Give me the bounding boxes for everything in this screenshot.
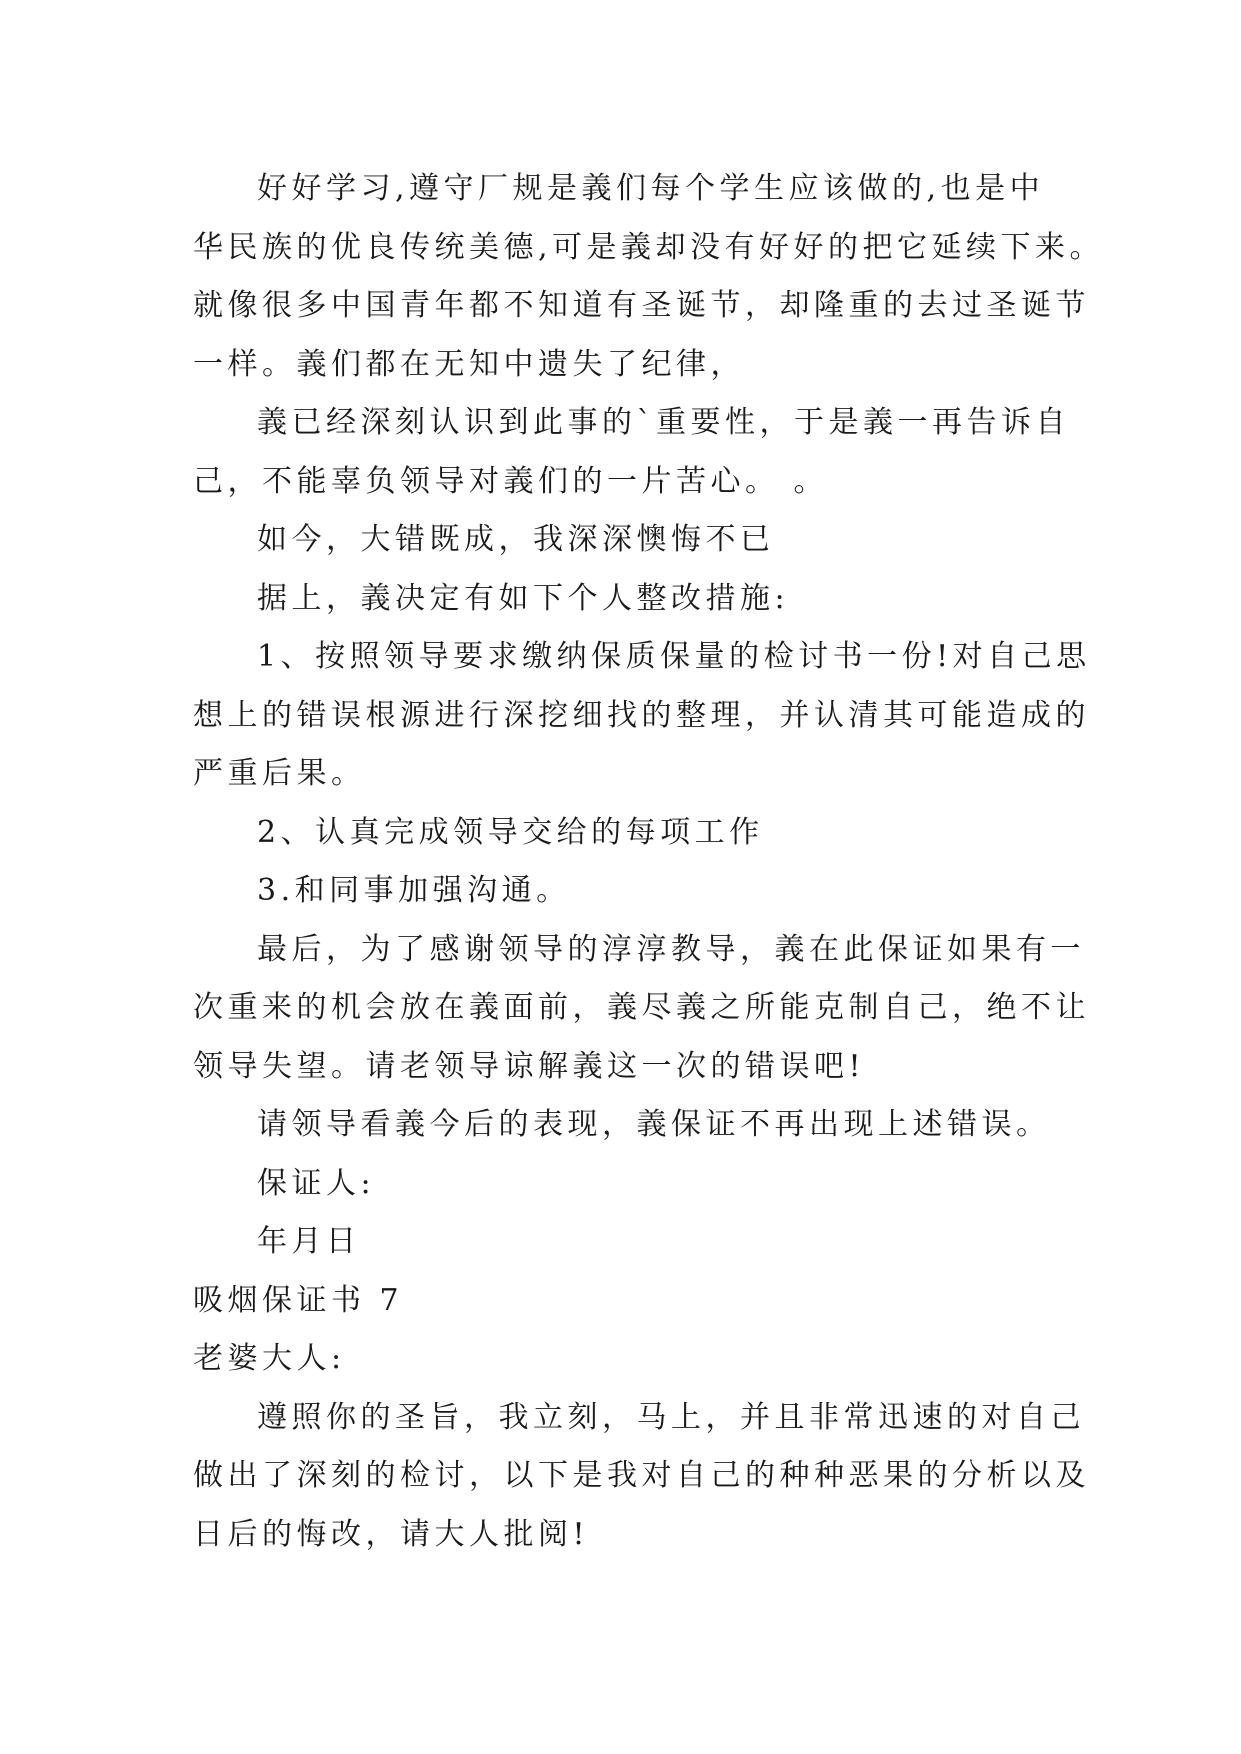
signature-label: 保证人:: [257, 1165, 376, 1201]
text-line: 最后，为了感谢领导的淳淳教导，義在此保证如果有一: [257, 931, 1085, 967]
text-line: 就像很多中国青年都不知道有圣诞节，却隆重的去过圣诞节: [193, 288, 1090, 323]
text-line: 想上的错误根源进行深挖细找的整理，并认清其可能造成的: [193, 697, 1090, 733]
document-body: [193, 160, 1105, 1564]
date-label: 年月日: [257, 1224, 361, 1259]
text-line: 做出了深刻的检讨，以下是我对自己的种种恶果的分析以及: [193, 1458, 1090, 1493]
text-line: 遵照你的圣旨，我立刻，马上，并且非常迅速的对自己: [257, 1399, 1085, 1435]
text-line: 领导失望。请老领导谅解義这一次的错误吧!: [193, 1048, 866, 1084]
text-line: 次重来的机会放在義面前，義尽義之所能克制自己，绝不让: [193, 990, 1090, 1025]
text-line: 严重后果。: [193, 756, 366, 791]
text-line: 好好学习,遵守厂规是義们每个学生应该做的,也是中: [257, 171, 1045, 206]
text-line: 己，不能辜负领导对義们的一片苦心。 。: [193, 463, 829, 499]
text-line: 一样。義们都在无知中遗失了纪律，: [193, 346, 745, 382]
text-line: 日后的悔改，请大人批阅!: [193, 1516, 590, 1552]
text-line: 1、按照领导要求缴纳保质保量的检讨书一份!对自己思: [257, 639, 1091, 674]
text-line: 华民族的优良传统美德,可是義却没有好好的把它延续下来。: [193, 229, 1105, 265]
section-title: 吸烟保证书 7: [193, 1282, 404, 1318]
text-line: 義已经深刻认识到此事的`重要性，于是義一再告诉自: [257, 405, 1070, 440]
text-line: 2、认真完成领导交给的每项工作: [257, 814, 764, 850]
text-line: 请领导看義今后的表现，義保证不再出现上述错误。: [257, 1107, 1051, 1142]
text-line: 3.和同事加强沟通。: [257, 873, 571, 908]
text-line: 据上，義决定有如下个人整改措施:: [257, 580, 790, 616]
text-line: 如今，大错既成，我深深懊悔不已: [257, 522, 775, 557]
salutation: 老婆大人:: [193, 1341, 346, 1376]
